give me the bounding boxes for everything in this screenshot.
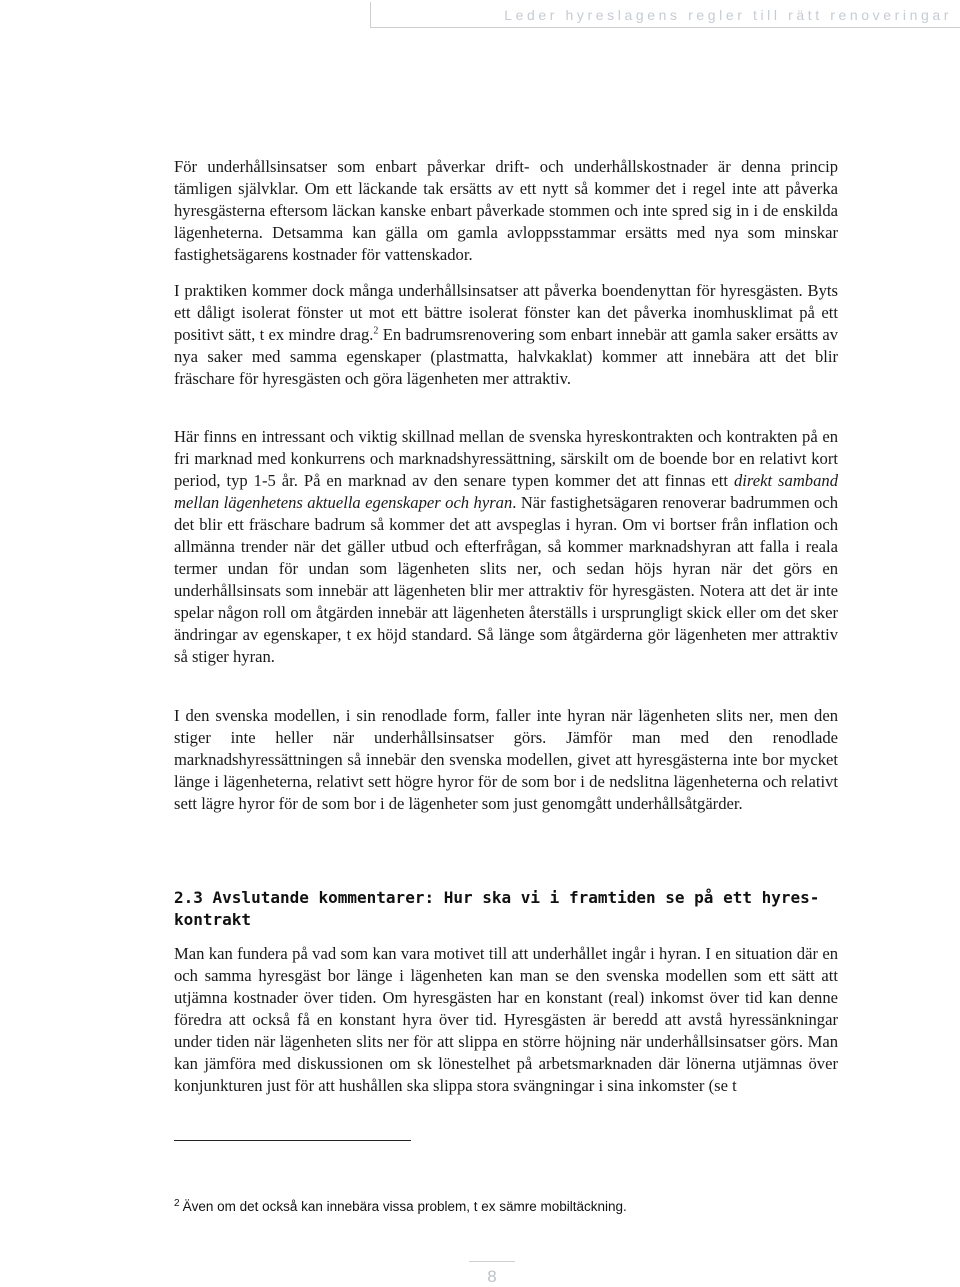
paragraph-tenant-utility (174, 280, 838, 390)
paragraph-text: En badrumsrenovering som enbart innebär att gamla saker ersätts av nya saker med samma egenskaper (plastmatta, halvkaklat) kommer att innebära att det blir fräschare för hyresgästen och göra lägenheten mer attraktiv. (174, 325, 838, 388)
section-heading: 2.3 Avslutande kommentarer: Hur ska vi i framtiden se på ett hyreskontrakt (174, 888, 820, 929)
paragraph-maintenance-principle (174, 156, 838, 266)
page-number: 8 (487, 1267, 497, 1286)
paragraph-market-comparison (174, 426, 838, 668)
emphasized-phrase: direkt samband mellan lägenhetens aktuella egenskaper och hyran (174, 471, 838, 512)
paragraph-text: I praktiken kommer dock många underhållsinsatser att påverka boendenyttan för hyresgästen. Byts ett dåligt isolerat fönster ut mot ett bättre isolerat fönster kan det påverka inomhusklimat på ett positivt sätt, t ex mindre drag. (174, 281, 838, 344)
footnote-reference[interactable]: 2 (373, 325, 379, 337)
paragraph-text: Man kan fundera på vad som kan vara motivet till att underhållet ingår i hyran. I en situation där en och samma hyresgäst bor länge i lägenheten kan man se den svenska modellen som ett sätt att utjämna kostnader över tiden. Om hyresgästen har en konstant (real) inkomst över tid kan denne föredra att också få en konstant hyra över tid. Hyresgästen är beredd att avstå hyressänkningar under tiden när lägenheten slits ner för att slippa en större höjning när underhållsinsatser görs. Man kan jämföra med diskussionen om sk lönestelhet på arbetsmarknaden där lönerna utjämnas över konjunkturen just för att hushållen ska slippa stora svängningar i sina inkomster (se t (174, 944, 838, 1095)
footnote-divider (174, 1140, 411, 1141)
paragraph-swedish-model (174, 705, 838, 815)
paragraph-text: Här finns en intressant och viktig skillnad mellan de svenska hyreskontrakten och kontrakten på en fri marknad med konkurrens och marknadshyressättning, särskilt om de boende bor en relativt kort period, typ 1-5 år. På en marknad av den senare typen kommer det att finnas ett (174, 427, 838, 490)
running-title: Leder hyreslagens regler till rätt renoveringar (504, 7, 952, 23)
page-number-divider (469, 1261, 515, 1262)
running-header (370, 2, 960, 28)
footnote-number: 2 (174, 1197, 180, 1209)
paragraph-text: . När fastighetsägaren renoverar badrummen och det blir ett fräschare badrum så kommer det att avspeglas i hyran. Om vi bortser från inflation och allmänna trender när det gäller utbud och efterfrågan, så kommer marknadshyran att falla i reala termer undan för undan som lägenheten slits ner, och sedan höjs hyran när det görs en underhållsinsats som innebär att lägenheten blir mer attraktiv för hyresgästen. Notera att det är inte spelar någon roll om åtgärden innebär att lägenheten återställs i ursprungligt skick eller om det sker ändringar av egenskaper, t ex höjd standard. Så länge som åtgärderna gör lägenheten mer attraktiv så stiger hyran. (174, 493, 838, 666)
footnote-text: Även om det också kan innebära vissa problem, t ex sämre mobiltäckning. (182, 1199, 627, 1214)
footnote (174, 1198, 627, 1216)
paragraph-text: För underhållsinsatser som enbart påverkar drift- och underhållskostnader är denna princip tämligen självklar. Om ett läckande tak ersätts av ett nytt så kommer det i regel inte att påverka hyresgästerna eftersom läckan kanske enbart påverkade stommen och inte spred sig in i de enskilda lägenheterna. Detsamma kan gälla om gamla avloppsstammar ersätts med nya som minskar fastighetsägarens kostnader för vattenskador. (174, 157, 838, 264)
paragraph-motive (174, 943, 838, 1097)
paragraph-text: I den svenska modellen, i sin renodlade form, faller inte hyran när lägenheten slits ner, men den stiger inte heller när underhållsinsatser görs. Jämför man med den renodlade marknadshyressättningen så innebär den svenska modellen, givet att hyresgästerna inte bor mycket länge i lägenheterna, relativt sett högre hyror för de som bor i de nedslitna lägenheterna och relativt sett lägre hyror för de som bor i de lägenheter som just genomgått underhållsåtgärder. (174, 706, 838, 813)
